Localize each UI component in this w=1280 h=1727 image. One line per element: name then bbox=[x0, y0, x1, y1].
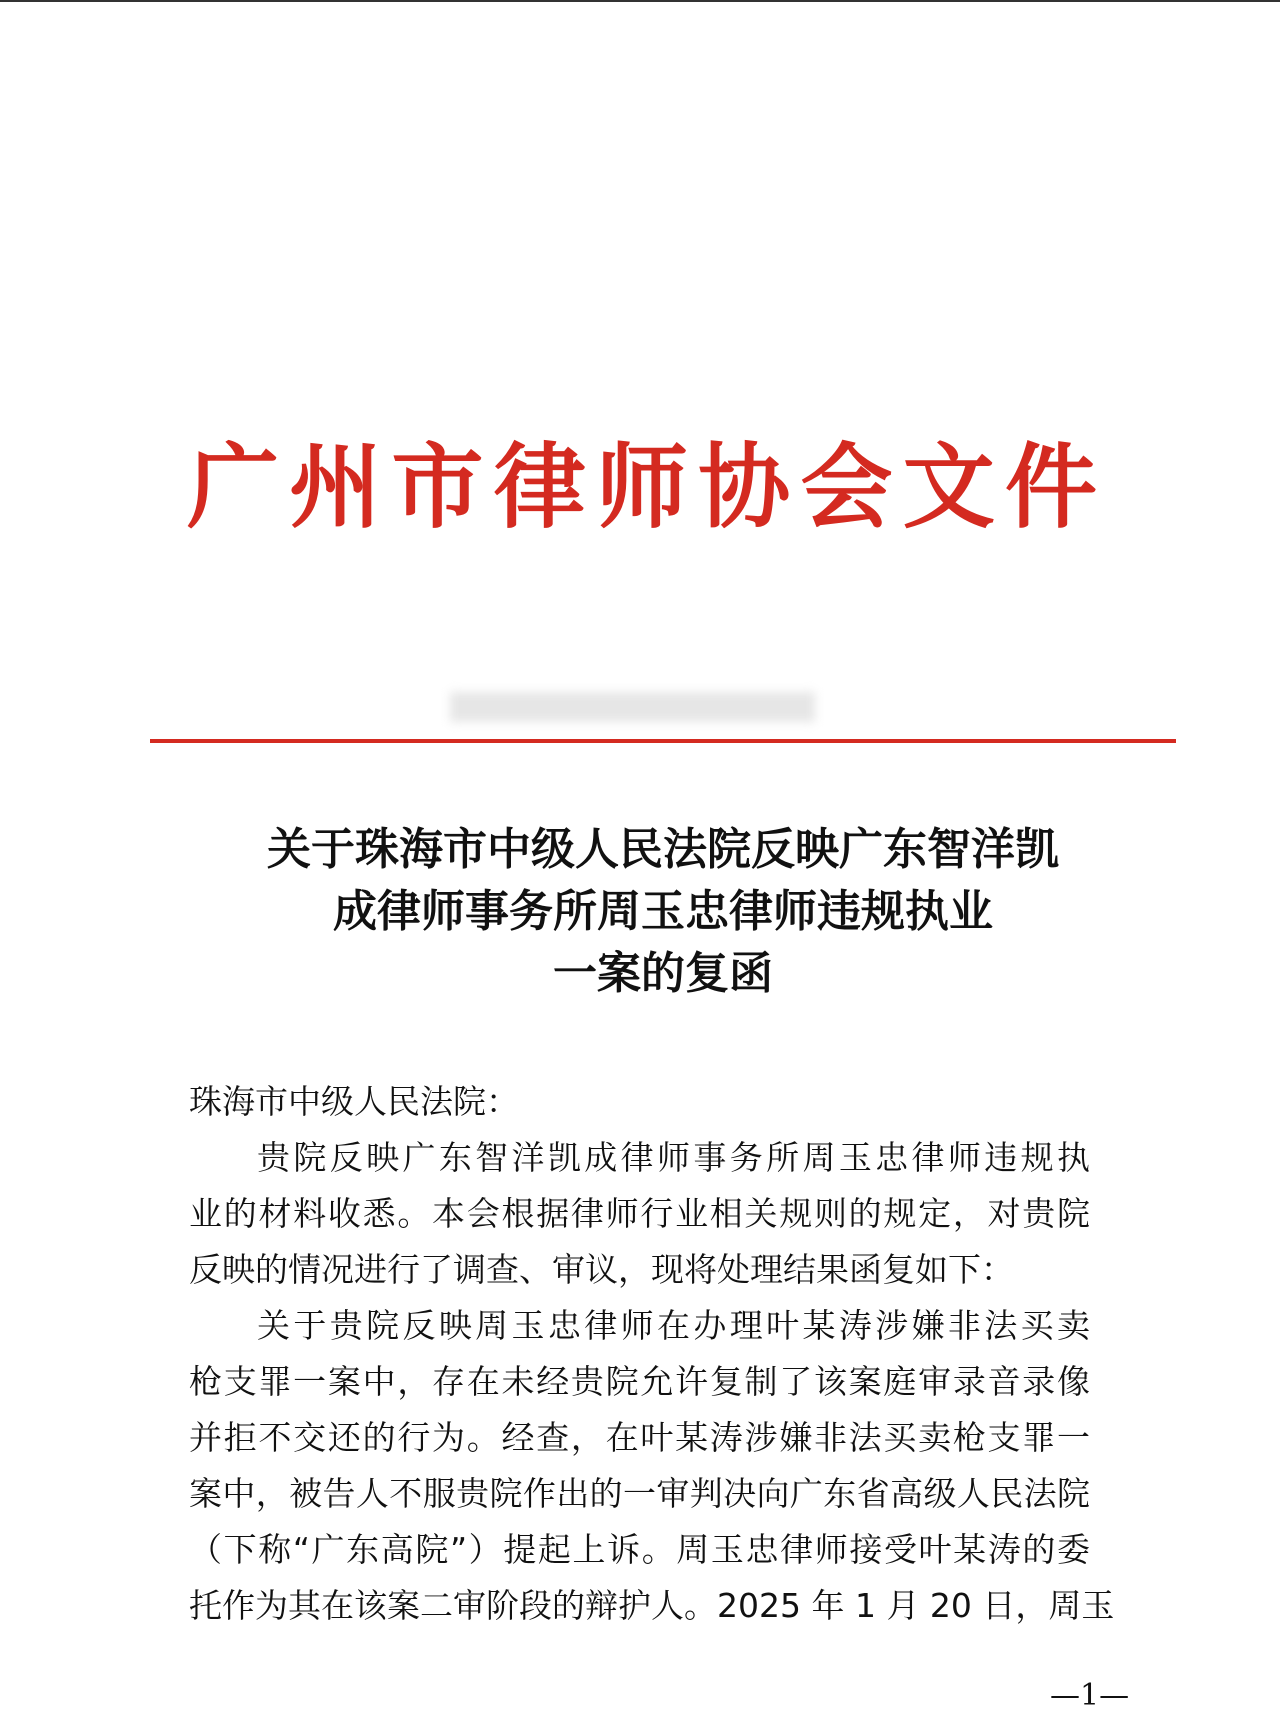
title-line-1: 关于珠海市中级人民法院反映广东智洋凯 bbox=[267, 824, 1059, 875]
body-line: 案中，被告人不服贵院作出的一审判决向广东省高级人民法院 bbox=[189, 1474, 1090, 1513]
title-line-2: 成律师事务所周玉忠律师违规执业 bbox=[333, 886, 993, 937]
document-header: 广州市律师协会文件 bbox=[187, 433, 1097, 541]
body-line: 枪支罪一案中，存在未经贵院允许复制了该案庭审录音录像 bbox=[189, 1362, 1090, 1401]
title-line-3: 一案的复函 bbox=[553, 948, 773, 999]
body-line: 并拒不交还的行为。经查，在叶某涛涉嫌非法买卖枪支罪一 bbox=[189, 1418, 1090, 1457]
red-divider bbox=[150, 739, 1176, 743]
body-line: 业的材料收悉。本会根据律师行业相关规则的规定，对贵院 bbox=[189, 1194, 1090, 1233]
salutation: 珠海市中级人民法院： bbox=[189, 1082, 519, 1121]
body-line: 贵院反映广东智洋凯成律师事务所周玉忠律师违规执 bbox=[257, 1138, 1090, 1177]
body-line: 关于贵院反映周玉忠律师在办理叶某涛涉嫌非法买卖 bbox=[257, 1306, 1090, 1345]
body-line: 反映的情况进行了调查、审议，现将处理结果函复如下： bbox=[189, 1250, 1014, 1289]
page-number: —1— bbox=[1050, 1678, 1130, 1713]
body-line: （下称“广东高院”）提起上诉。周玉忠律师接受叶某涛的委 bbox=[189, 1530, 1090, 1569]
body-line: 托作为其在该案二审阶段的辩护人。2025 年 1 月 20 日，周玉 bbox=[189, 1586, 1115, 1625]
redacted-document-number bbox=[450, 692, 815, 722]
